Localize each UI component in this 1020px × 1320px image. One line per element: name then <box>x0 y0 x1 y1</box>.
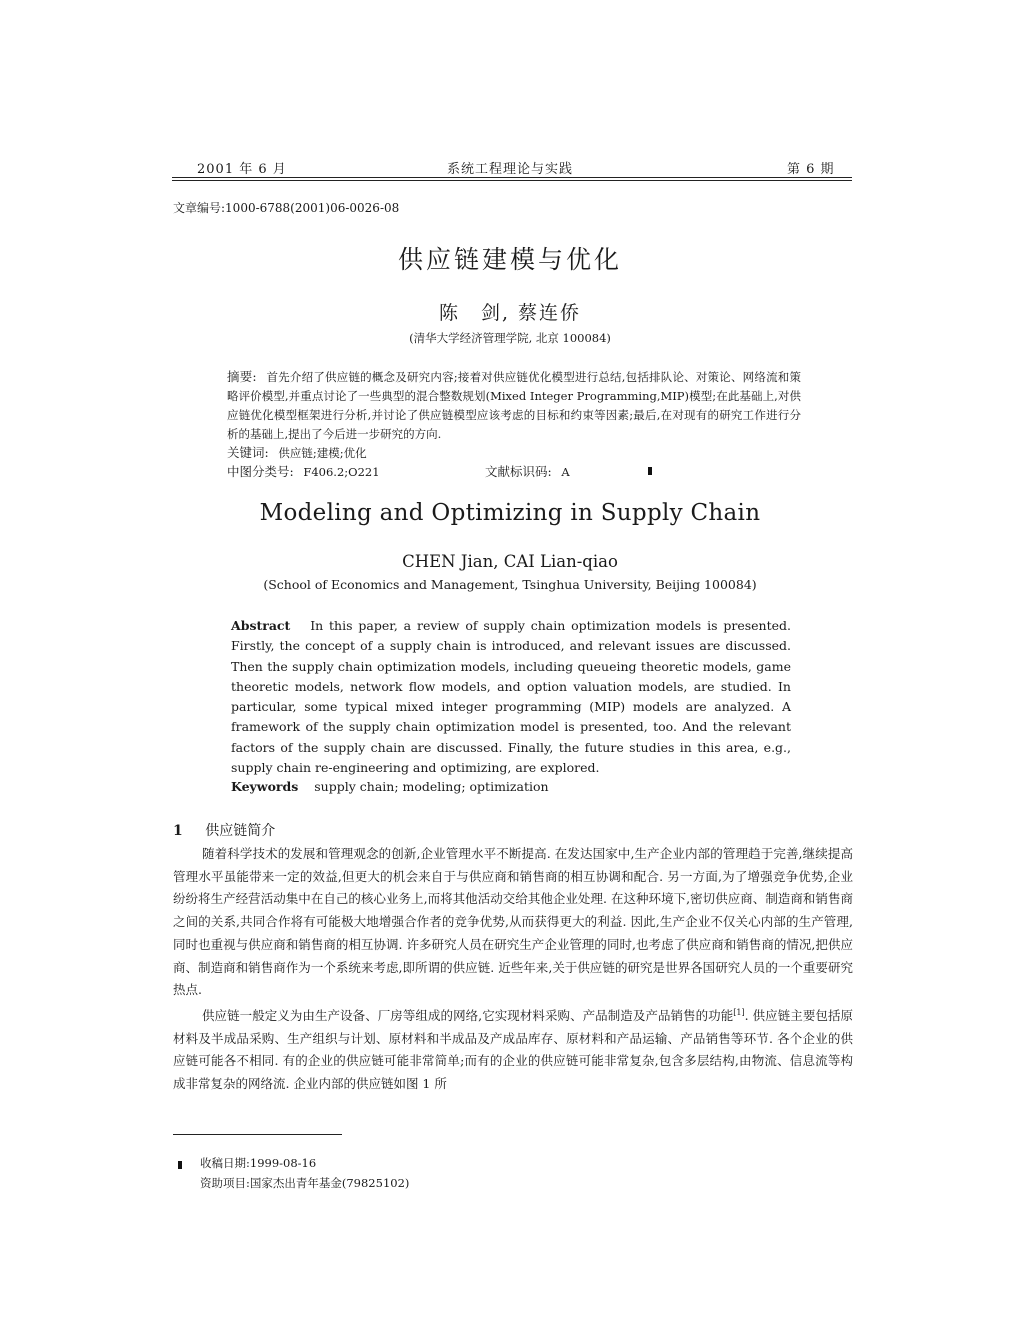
document-code-value: A <box>561 465 570 479</box>
footnote-received: 收稿日期:1999-08-16 <box>200 1156 317 1170</box>
header-journal: 系统工程理论与实践 <box>447 162 574 177</box>
keywords-english-text: supply chain; modeling; optimization <box>314 779 549 794</box>
header-issue: 第 6 期 <box>787 162 835 177</box>
paragraph-2 <box>173 1002 853 1096</box>
keywords-chinese <box>227 443 367 461</box>
section-body <box>173 843 853 1096</box>
footnote-funding: 资助项目:国家杰出青年基金(79825102) <box>200 1176 410 1190</box>
section-heading <box>173 820 275 840</box>
article-number: 文章编号:1000-6788(2001)06-0026-08 <box>173 201 400 215</box>
title-english: Modeling and Optimizing in Supply Chain <box>259 500 761 526</box>
paragraph-1: 随着科学技术的发展和管理观念的创新,企业管理水平不断提高. 在发达国家中,生产企业内部的管理趋于完善,继续提高管理水平虽能带来一定的效益,但更大的机会来自于与供应商和销售商的相互协调和配合. 另一方面,为了增强竞争优势,企业纷纷将生产经营活动集中在自己的核心业务上,而将其他活动交给其他企业处理. 在这种环境下,密切供应商、制造商和销售商之间的关系,共同合作将有可能极大地增强合作者的竞争优势,从而获得更大的利益. 因此,生产企业不仅关心内部的生产管理,同时也重视与供应商和销售商的相互协调. 许多研究人员在研究生产企业管理的同时,也考虑了供应商和销售商的情况,把供应商、制造商和销售商作为一个系统来考虑,即所谓的供应链. 近些年来,关于供应链的研究是世界各国研究人员的一个重要研究热点. <box>173 846 853 998</box>
paragraph-2-part-b: . 供应链主要包括原材料及半成品采购、生产组织与计划、原材料和半成品及产成品库存、原材料和产品运输、产品销售等环节. 各个企业的供应链可能各不相同. 有的企业的供应链可能非常简单;而有的企业的供应链可能非常复杂,包含多层结构,由物流、信息流等构成非常复杂的网络流. 企业内部的供应链如图 1 所 <box>173 1008 853 1092</box>
affiliation-english: (School of Economics and Management, Tsinghua University, Beijing 100084) <box>263 577 757 592</box>
header-rule-double <box>172 180 852 181</box>
citation-ref: [1] <box>733 1007 745 1017</box>
footnote-marker-bottom <box>178 1161 182 1169</box>
abstract-chinese <box>227 367 801 444</box>
document-code-label: 文献标识码: <box>485 464 552 479</box>
abstract-chinese-text: 首先介绍了供应链的概念及研究内容;接着对供应链优化模型进行总结,包括排队论、对策论、网络流和策略评价模型,并重点讨论了一些典型的混合整数规划(Mixed Integer Programming,MIP)模型;在此基础上,对供应链优化模型框架进行分析,并讨论了供应链模型应该考虑的目标和约束等因素;最后,在对现有的研究工作进行分析的基础上,提出了今后进一步研究的方向. <box>227 370 802 441</box>
header-date: 2001 年 6 月 <box>197 162 287 177</box>
title-chinese: 供应链建模与优化 <box>397 245 622 274</box>
abstract-english-label: Abstract <box>231 618 291 633</box>
document-code <box>485 462 570 480</box>
footnote-marker <box>648 467 652 475</box>
classification-number <box>227 462 380 480</box>
keywords-chinese-label: 关键词: <box>227 445 269 460</box>
header-rule <box>172 177 852 178</box>
footnote-rule <box>173 1134 342 1135</box>
section-number: 1 <box>173 823 183 839</box>
abstract-english <box>231 616 791 778</box>
affiliation-chinese: (清华大学经济管理学院, 北京 100084) <box>409 331 611 345</box>
authors-chinese: 陈 剑, 蔡连侨 <box>438 302 582 324</box>
classification-value: F406.2;O221 <box>303 465 380 479</box>
classification-label: 中图分类号: <box>227 464 294 479</box>
section-title: 供应链简介 <box>205 823 276 839</box>
abstract-chinese-label: 摘要: <box>227 369 257 384</box>
keywords-chinese-text: 供应链;建模;优化 <box>278 446 367 460</box>
paragraph-2-part-a: 供应链一般定义为由生产设备、厂房等组成的网络,它实现材料采购、产品制造及产品销售的功能 <box>202 1008 734 1024</box>
abstract-english-text: In this paper, a review of supply chain optimization models is presented. Firstly, the concept of a supply chain is introduced, and relevant issues are discussed. Then the supply chain optimization models, including queueing theoretic models, game theoretic models, network flow models, and option valuation models, are studied. In particular, some typical mixed integer programming (MIP) models are analyzed. A framework of the supply chain optimization model is presented, too. And the relevant factors of the supply chain are discussed. Finally, the future studies in this area, e.g., supply chain re-engineering and optimizing, are explored. <box>231 618 791 776</box>
keywords-english <box>231 779 549 794</box>
keywords-english-label: Keywords <box>231 779 299 794</box>
authors-english: CHEN Jian, CAI Lian-qiao <box>402 552 618 571</box>
